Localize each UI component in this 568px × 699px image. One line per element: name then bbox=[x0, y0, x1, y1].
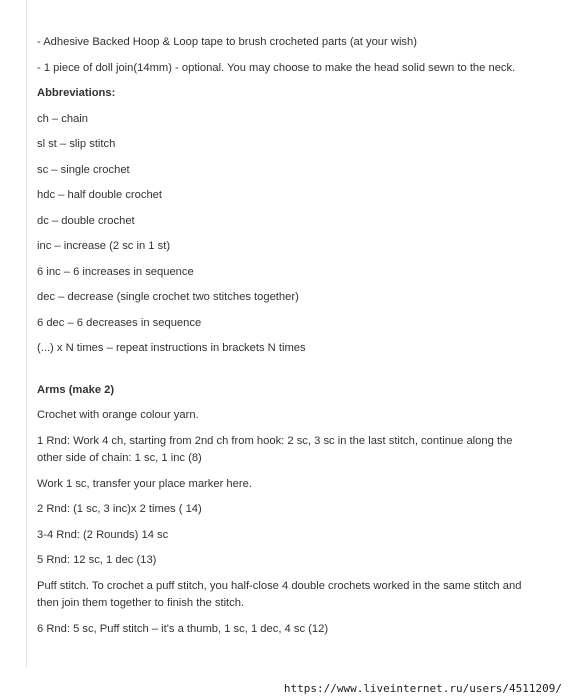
round-instruction: 3-4 Rnd: (2 Rounds) 14 sc bbox=[37, 528, 169, 541]
source-watermark: https://www.liveinternet.ru/users/4511209/ bbox=[283, 682, 562, 695]
round-instruction: 6 Rnd: 5 sc, Puff stitch – it's a thumb, 1 sc, 1 dec, 4 sc (12) bbox=[37, 622, 329, 635]
abbreviation-item: ch – chain bbox=[37, 112, 88, 125]
round-instruction: 1 Rnd: Work 4 ch, starting from 2nd ch from hook: 2 sc, 3 sc in the last stitch, continue along the other side of chain: 1 sc, 1 inc (8) bbox=[37, 434, 513, 464]
materials-line-2: - 1 piece of doll join(14mm) - optional. You may choose to make the head solid sewn to the neck. bbox=[37, 61, 516, 74]
abbreviation-item: dec – decrease (single crochet two stitches together) bbox=[37, 291, 299, 303]
abbreviation-item: sc – single crochet bbox=[37, 163, 130, 176]
abbreviation-item: hdc – half double crochet bbox=[37, 189, 163, 201]
pattern-text bbox=[37, 34, 537, 646]
materials-line-1: - Adhesive Backed Hoop & Loop tape to brush crocheted parts (at your wish) bbox=[37, 36, 417, 48]
arms-intro: Crochet with orange colour yarn. bbox=[37, 409, 199, 421]
abbreviation-item: (...) x N times – repeat instructions in brackets N times bbox=[37, 342, 306, 354]
round-instruction: 2 Rnd: (1 sc, 3 inc)x 2 times ( 14) bbox=[37, 503, 202, 515]
abbreviation-item: inc – increase (2 sc in 1 st) bbox=[37, 240, 171, 252]
round-instruction: Work 1 sc, transfer your place marker here. bbox=[37, 477, 252, 490]
abbreviation-item: dc – double crochet bbox=[37, 214, 135, 227]
puff-stitch-note: Puff stitch. To crochet a puff stitch, you half-close 4 double crochets worked in the same stitch and then join them together to finish the stitch. bbox=[37, 579, 522, 609]
abbreviation-item: 6 dec – 6 decreases in sequence bbox=[37, 316, 202, 329]
abbreviation-item: sl st – slip stitch bbox=[37, 138, 116, 150]
abbreviation-item: 6 inc – 6 increases in sequence bbox=[37, 265, 194, 278]
round-instruction: 5 Rnd: 12 sc, 1 dec (13) bbox=[37, 554, 157, 566]
arms-heading: Arms (make 2) bbox=[37, 383, 115, 396]
page-left-border bbox=[26, 0, 27, 668]
abbreviations-heading: Abbreviations: bbox=[37, 87, 116, 99]
